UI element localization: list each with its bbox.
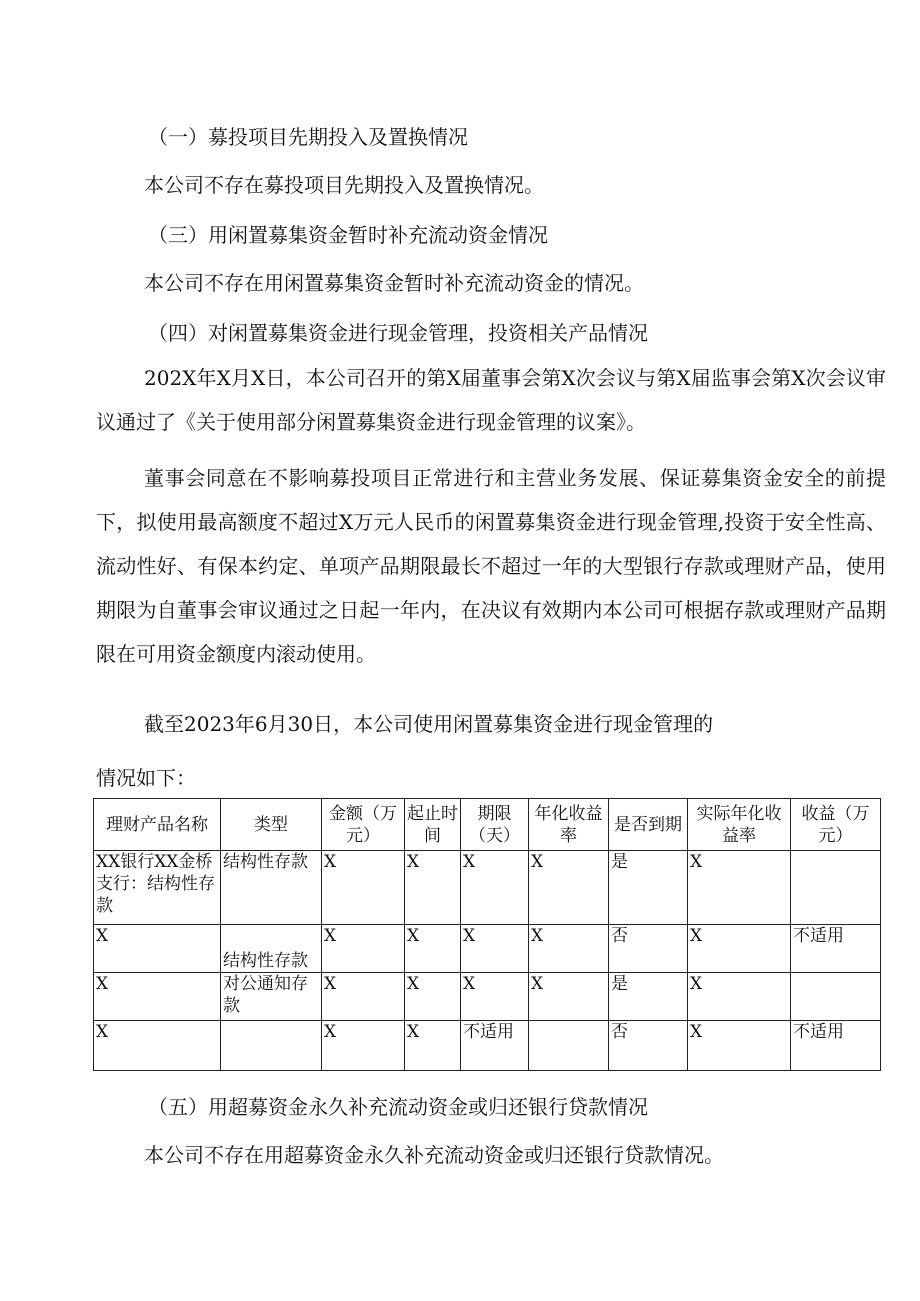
cell-annual-yield: X (529, 973, 609, 1021)
header-term-days: 期限（天） (461, 799, 529, 851)
cell-matured: 否 (609, 925, 688, 973)
cell-period: X (405, 973, 461, 1021)
cell-product-name: XX银行XX金桥支行：结构性存款 (94, 851, 221, 925)
cell-type: 结构性存款 (221, 925, 322, 973)
section-5-heading: （五）用超募资金永久补充流动资金或归还银行贷款情况 (148, 1095, 648, 1119)
header-product-name: 理财产品名称 (94, 799, 221, 851)
cell-period: X (405, 851, 461, 925)
cell-income: 不适用 (791, 1021, 881, 1071)
section-3-body: 本公司不存在用闲置募集资金暂时补充流动资金的情况。 (144, 271, 644, 295)
section-4-paragraph-3-line-1: 截至2023年6月30日，本公司使用闲置募集资金进行现金管理的 (144, 712, 714, 736)
section-5-body: 本公司不存在用超募资金永久补充流动资金或归还银行贷款情况。 (144, 1143, 724, 1167)
section-3-heading: （三）用闲置募集资金暂时补充流动资金情况 (148, 223, 548, 247)
table-row (94, 925, 881, 973)
cell-period: X (405, 1021, 461, 1071)
cell-product-name: X (94, 1021, 221, 1071)
header-actual-yield: 实际年化收益率 (688, 799, 791, 851)
cell-annual-yield (529, 1021, 609, 1071)
header-annual-yield: 年化收益率 (529, 799, 609, 851)
cell-annual-yield: X (529, 851, 609, 925)
section-1-heading: （一）募投项目先期投入及置换情况 (148, 125, 468, 149)
cell-type (221, 1021, 322, 1071)
cell-income (791, 973, 881, 1021)
cell-amount: X (322, 973, 405, 1021)
cell-income: 不适用 (791, 925, 881, 973)
section-4-paragraph-1: 202X年X月X日，本公司召开的第X届董事会第X次会议与第X届监事会第X次会议审议通过了《关于使用部分闲置募集资金进行现金管理的议案》。 (96, 366, 886, 434)
cell-actual-yield: X (688, 973, 791, 1021)
cell-term-days: X (461, 925, 529, 973)
cell-term-days: 不适用 (461, 1021, 529, 1071)
cell-annual-yield: X (529, 925, 609, 973)
section-4-heading: （四）对闲置募集资金进行现金管理，投资相关产品情况 (148, 321, 648, 345)
header-income: 收益（万元） (791, 799, 881, 851)
table-row (94, 973, 881, 1021)
header-type: 类型 (221, 799, 322, 851)
cell-actual-yield: X (688, 925, 791, 973)
cell-product-name: X (94, 973, 221, 1021)
table-header-row (94, 799, 881, 851)
table-row (94, 851, 881, 925)
cash-management-table (93, 798, 881, 1071)
cell-term-days: X (461, 973, 529, 1021)
section-4-paragraph-3-line-2: 情况如下： (96, 766, 196, 790)
table-row (94, 1021, 881, 1071)
cell-actual-yield: X (688, 851, 791, 925)
cell-type: 结构性存款 (221, 851, 322, 925)
cell-matured: 是 (609, 851, 688, 925)
header-amount: 金额（万元） (322, 799, 405, 851)
cell-type: 对公通知存款 (221, 973, 322, 1021)
cell-term-days: X (461, 851, 529, 925)
cell-amount: X (322, 851, 405, 925)
cell-period: X (405, 925, 461, 973)
section-1-body: 本公司不存在募投项目先期投入及置换情况。 (144, 173, 544, 197)
cell-matured: 否 (609, 1021, 688, 1071)
cell-actual-yield: X (688, 1021, 791, 1071)
section-4-paragraph-2: 董事会同意在不影响募投项目正常进行和主营业务发展、保证募集资金安全的前提下，拟使用最高额度不超过X万元人民币的闲置募集资金进行现金管理,投资于安全性高、流动性好、有保本约定、单项产品期限最长不超过一年的大型银行存款或理财产品，使用期限为自董事会审议通过之日起一年内，在决议有效期内本公司可根据存款或理财产品期限在可用资金额度内滚动使用。 (96, 466, 886, 666)
header-period: 起止时间 (405, 799, 461, 851)
cell-amount: X (322, 1021, 405, 1071)
cell-amount: X (322, 925, 405, 973)
header-matured: 是否到期 (609, 799, 688, 851)
cell-matured: 是 (609, 973, 688, 1021)
cell-product-name: X (94, 925, 221, 973)
cell-income (791, 851, 881, 925)
